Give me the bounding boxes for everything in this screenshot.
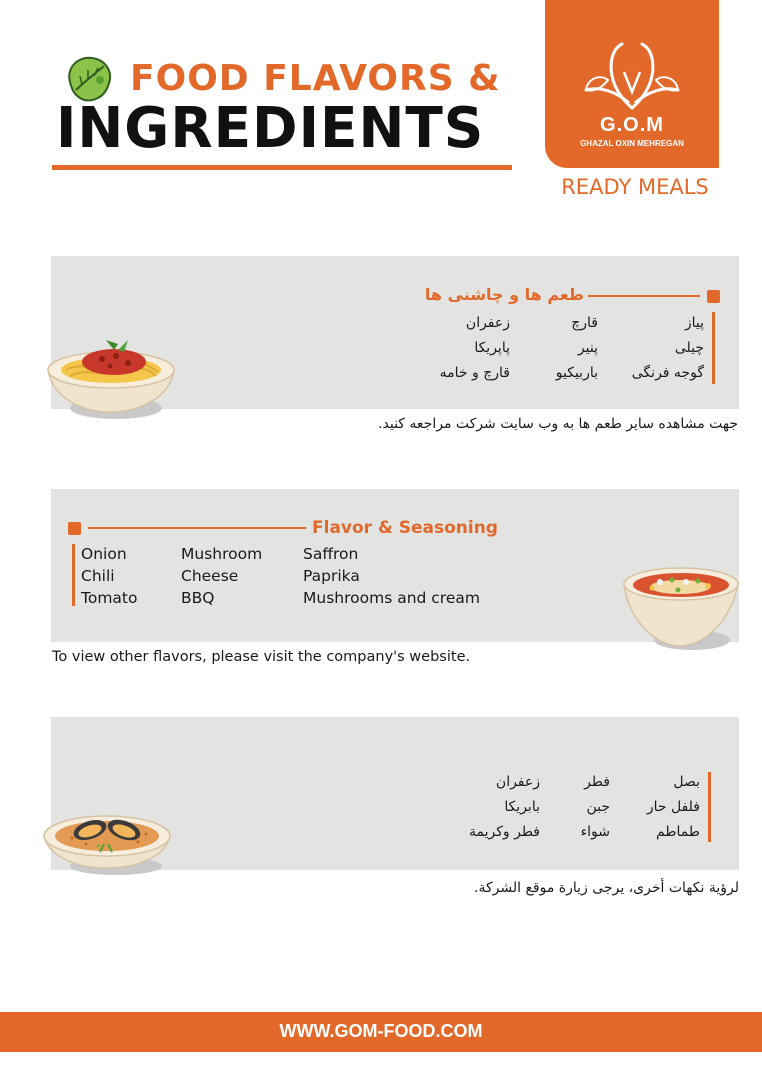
spaghetti-bowl-illustration: [44, 330, 178, 425]
list-item: Onion: [81, 545, 127, 563]
list-item: Paprika: [303, 567, 360, 585]
website-link[interactable]: WWW.GOM-FOOD.COM: [279, 1021, 483, 1041]
list-item: Saffron: [303, 545, 359, 563]
list-rule: [708, 772, 711, 842]
english-heading: Flavor & Seasoning: [312, 518, 498, 538]
list-item: BBQ: [181, 589, 215, 607]
mussels-rice-plate-illustration: [42, 800, 172, 880]
list-item: Mushrooms and cream: [303, 589, 480, 607]
persian-note: جهت مشاهده سایر طعم ها به وب سایت شرکت مراجعه کنید.: [378, 416, 738, 432]
list-item: زعفران: [465, 315, 510, 331]
list-item: بصل: [673, 774, 700, 790]
title-line-2: INGREDIENTS: [56, 96, 485, 161]
list-item: شواء: [580, 824, 610, 840]
list-item: زعفران: [495, 774, 540, 790]
list-item: پنیر: [577, 340, 598, 356]
list-rule: [712, 312, 715, 384]
list-rule: [72, 544, 75, 606]
section-rule: [588, 295, 700, 297]
arabic-note: لرؤية نكهات أخرى، يرجى زيارة موقع الشركة.: [474, 880, 739, 896]
section-marker: [68, 522, 81, 535]
section-marker: [707, 290, 720, 303]
list-item: قارچ: [571, 315, 598, 331]
persian-heading: طعم ها و چاشنی ها: [424, 285, 584, 304]
list-item: باربیکیو: [555, 365, 598, 381]
logo-subtitle: GHAZAL OXIN MEHREGAN: [580, 139, 684, 148]
list-item: چیلی: [674, 340, 704, 356]
list-item: Tomato: [81, 589, 138, 607]
list-item: گوجه فرنگی: [631, 365, 704, 381]
list-item: بابريكا: [504, 799, 540, 815]
list-item: پاپریکا: [474, 340, 510, 356]
list-item: فلفل حار: [646, 799, 700, 815]
list-item: Mushroom: [181, 545, 263, 563]
list-item: طماطم: [656, 824, 700, 840]
section-rule: [88, 527, 306, 529]
list-item: فطر: [584, 774, 610, 790]
logo-name: G.O.M: [600, 114, 664, 136]
list-item: Cheese: [181, 567, 239, 585]
title-underline: [52, 165, 512, 170]
list-item: Chili: [81, 567, 115, 585]
list-item: پیاز: [684, 315, 704, 331]
list-item: جبن: [586, 799, 610, 815]
english-note: To view other flavors, please visit the company's website.: [52, 649, 471, 665]
list-item: قارچ و خامه: [439, 365, 510, 381]
antelope-horns-logo-icon: [578, 42, 686, 112]
title-line-1: FOOD FLAVORS &: [130, 58, 501, 99]
soup-bowl-illustration: [620, 560, 742, 655]
ready-meals-tagline: READY MEALS: [561, 175, 709, 199]
list-item: فطر وكريمة: [469, 824, 540, 840]
